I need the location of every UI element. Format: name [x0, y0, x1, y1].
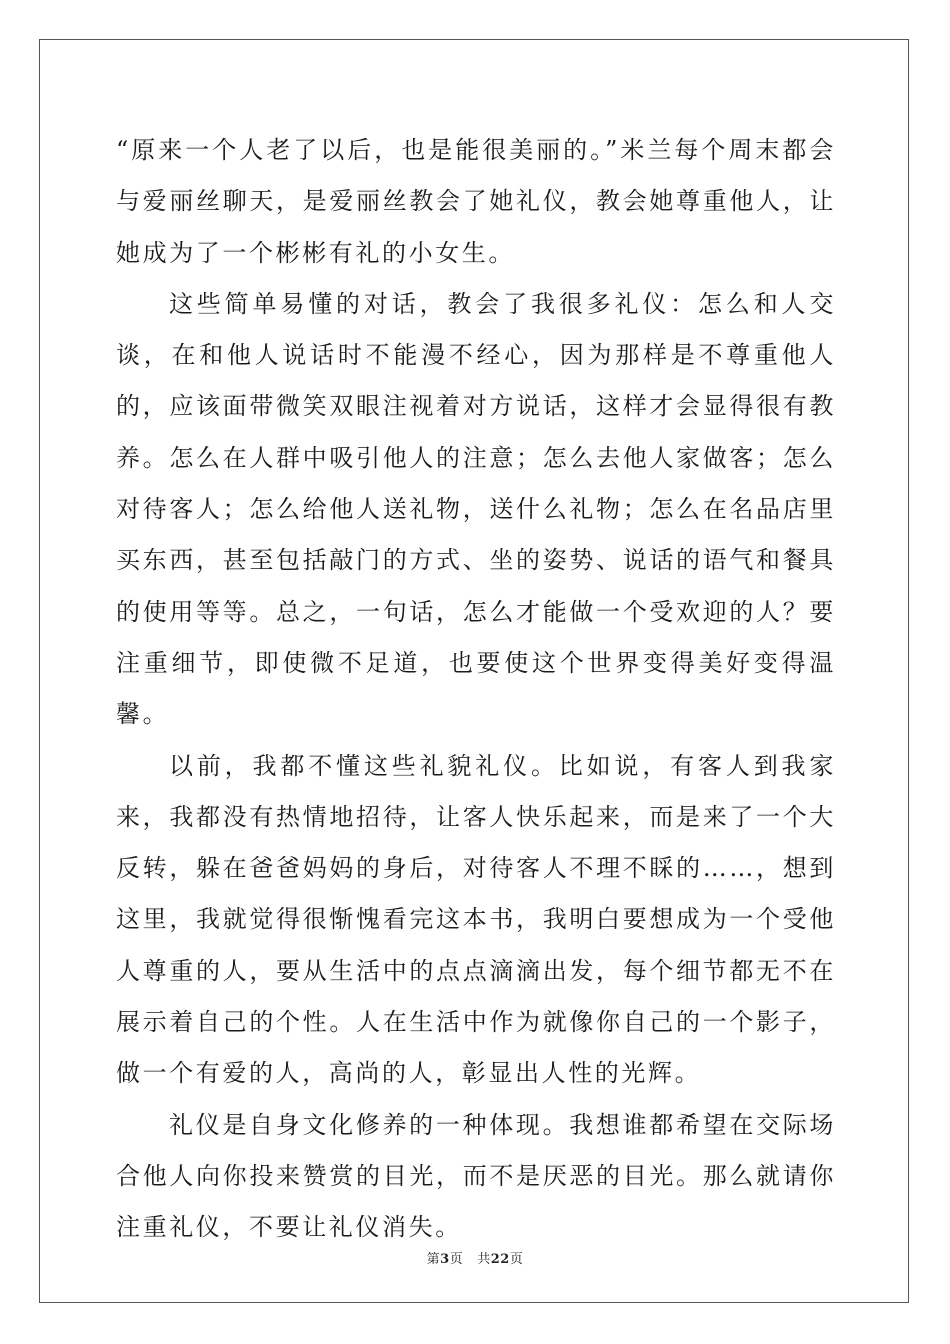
current-page-number: 3 — [440, 1252, 450, 1267]
page-footer — [0, 1248, 950, 1267]
paragraph-1: “原来一个人老了以后，也是能很美丽的。”米兰每个周末都会与爱丽丝聊天，是爱丽丝教会了她礼仪，教会她尊重他人，让她成为了一个彬彬有礼的小女生。 — [116, 136, 836, 267]
page-prefix: 第 — [426, 1252, 441, 1267]
paragraph-3: 以前，我都不懂这些礼貌礼仪。比如说，有客人到我家来，我都没有热情地招待，让客人快乐起来，而是来了一个大反转，躲在爸爸妈妈的身后，对待客人不理不睬的……，想到这里，我就觉得很惭愧看完这本书，我明白要想成为一个受他人尊重的人，要从生活中的点点滴滴出发，每个细节都无不在展示着自己的个性。人在生活中作为就像你自己的一个影子，做一个有爱的人，高尚的人，彰显出人性的光辉。 — [116, 751, 836, 1088]
paragraph-4: 礼仪是自身文化修养的一种体现。我想谁都希望在交际场合他人向你投来赞赏的目光，而不是厌恶的目光。那么就请你注重礼仪，不要让礼仪消失。 — [116, 1110, 836, 1242]
total-pages-number: 22 — [490, 1252, 510, 1267]
page-suffix: 页 — [449, 1252, 464, 1267]
document-body — [116, 125, 836, 1254]
paragraph-2: 这些简单易懂的对话，教会了我很多礼仪：怎么和人交谈，在和他人说话时不能漫不经心，因为那样是不尊重他人的，应该面带微笑双眼注视着对方说话，这样才会显得很有教养。怎么在人群中吸引他人的注意；怎么去他人家做客；怎么对待客人；怎么给他人送礼物，送什么礼物；怎么在名品店里买东西，甚至包括敲门的方式、坐的姿势、说话的语气和餐具的使用等等。总之，一句话，怎么才能做一个受欢迎的人？要注重细节，即使微不足道，也要使这个世界变得美好变得温馨。 — [116, 289, 836, 729]
total-prefix: 共 — [477, 1252, 491, 1267]
total-suffix: 页 — [509, 1252, 524, 1267]
